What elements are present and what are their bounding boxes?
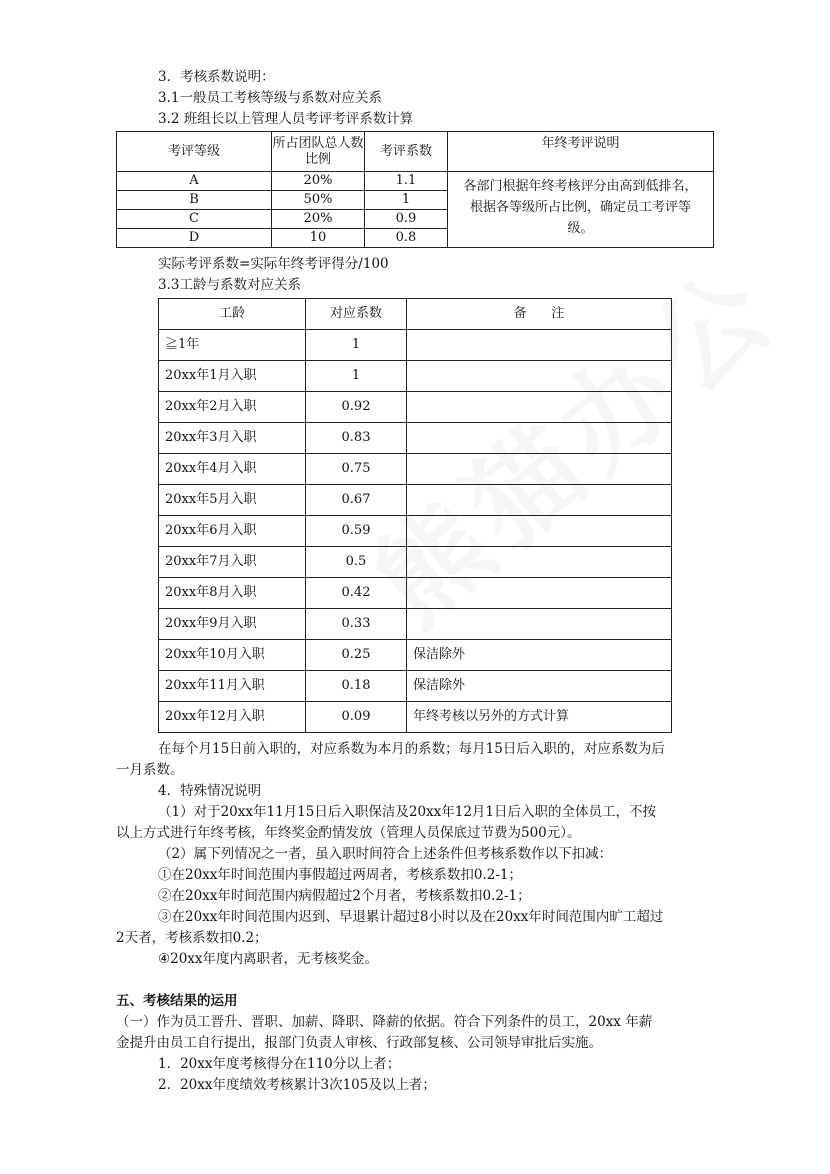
table2-coef: 0.5 [306, 547, 407, 578]
table2-age: 20xx年5月入职 [159, 485, 306, 516]
table2-coef: 0.09 [306, 702, 407, 733]
table2-age: 20xx年10月入职 [159, 640, 306, 671]
table1-coef: 0.9 [365, 210, 448, 229]
table2-age: 20xx年1月入职 [159, 361, 306, 392]
list-item: ③在20xx年时间范围内迟到、早退累计超过8小时以及在20xx年时间范围内旷工超过 [158, 909, 664, 925]
table2-note [407, 330, 672, 361]
paragraph-line: 在每个月15日前入职的，对应系数为本月的系数；每月15日后入职的，对应系数为后 [158, 741, 665, 757]
list-item: 1．20xx年度考核得分在110分以上者； [158, 1056, 401, 1072]
table1-header-coef: 考评系数 [365, 132, 448, 172]
formula-line: 实际考评系数=实际年终考评得分/100 [158, 256, 389, 272]
table2-coef: 0.75 [306, 454, 407, 485]
table2-coef: 0.42 [306, 578, 407, 609]
table1-coef: 1 [365, 191, 448, 210]
table1-header-note: 年终考评说明 [448, 132, 714, 172]
section-5-heading: 五、考核结果的运用 [116, 993, 238, 1009]
table1-header-ratio: 所占团队总人数比例 [272, 132, 365, 172]
table2-age: 20xx年8月入职 [159, 578, 306, 609]
table2-note: 保洁除外 [407, 671, 672, 702]
section-3-2-heading: 3.2 班组长以上管理人员考评考评系数计算 [158, 111, 414, 127]
table2-header-coef: 对应系数 [306, 299, 407, 330]
table2-age: 20xx年3月入职 [159, 423, 306, 454]
section-3-3-heading: 3.3工龄与系数对应关系 [158, 277, 301, 293]
table2-age: 20xx年2月入职 [159, 392, 306, 423]
paragraph-line: 一月系数。 [116, 762, 184, 778]
table2-note [407, 578, 672, 609]
paragraph-line: 金提升由员工自行提出，报部门负责人审核、行政部复核、公司领导审批后实施。 [116, 1035, 602, 1051]
table2-age: 20xx年7月入职 [159, 547, 306, 578]
list-item: ②在20xx年时间范围内病假超过2个月者，考核系数扣0.2-1； [158, 888, 531, 904]
seniority-coefficient-table [158, 298, 672, 733]
table2-header-age: 工龄 [159, 299, 306, 330]
table1-grade: A [117, 172, 272, 191]
table2-age: ≧1年 [159, 330, 306, 361]
section-3-heading: 3．考核系数说明： [158, 69, 275, 85]
table2-note [407, 392, 672, 423]
table2-coef: 1 [306, 361, 407, 392]
table1-ratio: 20% [272, 172, 365, 191]
table2-age: 20xx年12月入职 [159, 702, 306, 733]
table1-ratio: 50% [272, 191, 365, 210]
table2-note [407, 361, 672, 392]
table2-coef: 0.83 [306, 423, 407, 454]
table2-note: 年终考核以另外的方式计算 [407, 702, 672, 733]
table1-ratio: 20% [272, 210, 365, 229]
table2-coef: 0.92 [306, 392, 407, 423]
table1-note: 各部门根据年终考核评分由高到低排名，根据各等级所占比例，确定员工考评等级。 [448, 172, 714, 248]
table1-header-grade: 考评等级 [117, 132, 272, 172]
table2-note: 保洁除外 [407, 640, 672, 671]
table2-age: 20xx年6月入职 [159, 516, 306, 547]
table2-age: 20xx年4月入职 [159, 454, 306, 485]
table2-note [407, 485, 672, 516]
table2-coef: 0.59 [306, 516, 407, 547]
table1-ratio: 10 [272, 229, 365, 248]
paragraph-line: （1）对于20xx年11月15日后入职保洁及20xx年12月1日后入职的全体员工，不按 [158, 804, 657, 820]
list-item: 2天者，考核系数扣0.2； [116, 930, 268, 946]
table2-coef: 0.33 [306, 609, 407, 640]
table2-coef: 0.67 [306, 485, 407, 516]
section-4-heading: 4．特殊情况说明 [158, 783, 262, 799]
table1-grade: C [117, 210, 272, 229]
table2-header-note: 备 注 [407, 299, 672, 330]
table2-note [407, 609, 672, 640]
table2-note [407, 547, 672, 578]
table2-note [407, 423, 672, 454]
table2-coef: 0.25 [306, 640, 407, 671]
table2-age: 20xx年11月入职 [159, 671, 306, 702]
list-item: ④20xx年度内离职者，无考核奖金。 [158, 951, 379, 967]
paragraph-line: （一）作为员工晋升、晋职、加薪、降职、降薪的依据。符合下列条件的员工，20xx 年薪 [116, 1014, 653, 1030]
table1-grade: B [117, 191, 272, 210]
paragraph-line: 以上方式进行年终考核，年终奖金酌情发放（管理人员保底过节费为500元）。 [116, 825, 581, 841]
paragraph-line: （2）属下列情况之一者，虽入职时间符合上述条件但考核系数作以下扣减： [158, 846, 613, 862]
table2-coef: 0.18 [306, 671, 407, 702]
table1-coef: 0.8 [365, 229, 448, 248]
section-3-1-heading: 3.1一般员工考核等级与系数对应关系 [158, 90, 382, 106]
table2-note [407, 454, 672, 485]
grade-coefficient-table [116, 131, 714, 248]
table1-grade: D [117, 229, 272, 248]
table2-coef: 1 [306, 330, 407, 361]
list-item: ①在20xx年时间范围内事假超过两周者，考核系数扣0.2-1； [158, 867, 523, 883]
table1-coef: 1.1 [365, 172, 448, 191]
list-item: 2．20xx年度绩效考核累计3次105及以上者； [158, 1077, 436, 1093]
table2-age: 20xx年9月入职 [159, 609, 306, 640]
table2-note [407, 516, 672, 547]
